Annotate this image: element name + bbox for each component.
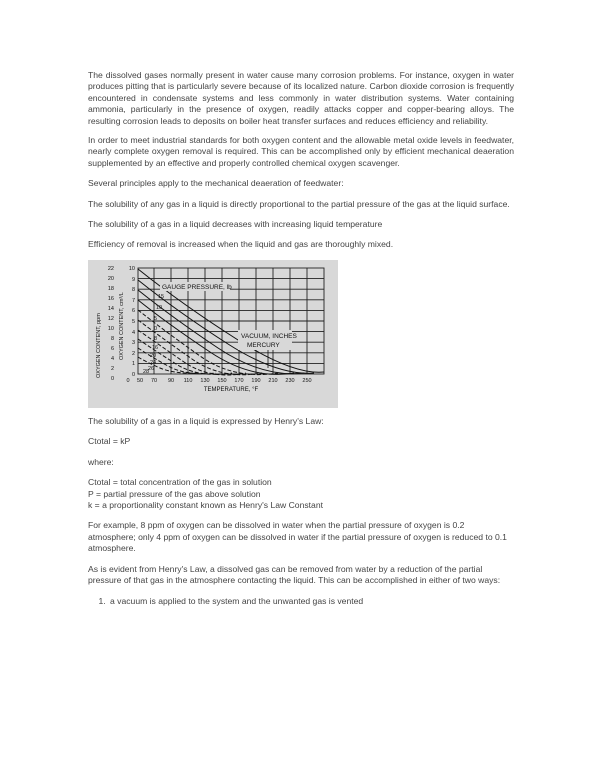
curve-label: 24 xyxy=(150,359,157,366)
y-tick-inner: 6 xyxy=(131,307,135,314)
y-tick-inner: 10 xyxy=(128,265,135,272)
x-axis-label: TEMPERATURE, °F xyxy=(203,386,259,393)
paragraph-removal: As is evident from Henry's Law, a dissolved gas can be removed from water by a reduction of the partial pressure of that gas in the atmosphere contacting the liquid. This can be accomplished in either of two ways: xyxy=(88,563,501,585)
curve-label: 20 xyxy=(150,352,157,359)
y-tick-left: 20 xyxy=(107,275,114,282)
curve-label: 15 xyxy=(158,293,165,300)
curve-label: 28 xyxy=(143,368,150,375)
y-tick-left: 2 xyxy=(110,365,114,372)
removal-methods-list xyxy=(88,596,514,607)
x-tick: 250 xyxy=(302,377,312,384)
y-tick-left: 14 xyxy=(107,305,114,312)
y-tick-left: 4 xyxy=(110,355,114,362)
x-tick: 90 xyxy=(167,377,175,384)
curve-label: 16 xyxy=(152,344,159,351)
curve-label: 26 xyxy=(148,365,155,372)
y-axis-label-ppm: OXYGEN CONTENT, ppm xyxy=(96,313,102,378)
x-tick: 110 xyxy=(183,377,193,384)
y-tick-inner: 7 xyxy=(131,297,135,304)
document-page xyxy=(88,70,514,608)
y-tick-inner: 4 xyxy=(131,329,135,336)
y-tick-left: 0 xyxy=(110,375,114,382)
y-tick-left: 22 xyxy=(107,265,114,272)
annotation-mercury: MERCURY xyxy=(247,341,280,349)
paragraph-standards: In order to meet industrial standards for both oxygen content and the allowable metal oxide levels in feedwater, nearly complete oxygen removal is required. This can be accomplished only by efficient mechanical deaeration supplemented by an effective and properly controlled chemical oxygen scavenger. xyxy=(88,135,514,168)
definition-k: k = a proportionality constant known as Henry's Law Constant xyxy=(88,499,323,510)
y-tick-inner: 1 xyxy=(131,360,135,367)
definition-ctotal: Ctotal = total concentration of the gas in solution xyxy=(88,477,272,488)
x-tick: 130 xyxy=(200,377,210,384)
y-tick-inner: 0 xyxy=(131,371,135,378)
y-tick-left: 10 xyxy=(107,325,114,332)
curve-label: 5 xyxy=(154,315,158,322)
y-tick-left: 6 xyxy=(110,345,114,352)
x-tick: 170 xyxy=(234,377,244,384)
x-tick: 50 xyxy=(136,377,144,384)
paragraph-mixing: Efficiency of removal is increased when the liquid and gas are thoroughly mixed. xyxy=(88,239,394,250)
curve-gauge-10 xyxy=(138,280,314,373)
list-item-text: a vacuum is applied to the system and the unwanted gas is vented xyxy=(110,596,364,607)
list-item xyxy=(108,596,514,607)
paragraph-solubility-temperature: The solubility of a gas in a liquid decreases with increasing liquid temperature xyxy=(88,219,383,230)
paragraph-principles: Several principles apply to the mechanical deaeration of feedwater: xyxy=(88,178,344,189)
x-tick: 190 xyxy=(251,377,261,384)
y-tick-inner: 9 xyxy=(131,276,135,283)
paragraph-corrosion: The dissolved gases normally present in water cause many corrosion problems. For instance, oxygen in water produces pitting that is particularly severe because of its localized nature. Carbon dioxide corrosion is frequently encountered in condensate systems and less commonly in water distribution systems. Water containing ammonia, particularly in the presence of oxygen, readily attacks copper and copper-bearing alloys. The resulting corrosion leads to deposits on boiler heat transfer surfaces and reduces efficiency and reliability. xyxy=(88,70,514,126)
x-tick: 150 xyxy=(217,377,227,384)
paragraph-solubility-pressure: The solubility of any gas in a liquid is directly proportional to the partial pressure of the gas at the liquid surface. xyxy=(88,198,510,209)
y-tick-inner: 5 xyxy=(131,318,135,325)
y-tick-inner: 3 xyxy=(131,339,135,346)
y-tick-left: 12 xyxy=(107,315,114,322)
x-tick: 70 xyxy=(150,377,158,384)
x-tick: 210 xyxy=(268,377,278,384)
curve-label: 8 xyxy=(154,335,158,342)
annotation-vacuum: VACUUM, INCHES xyxy=(241,332,297,340)
y-tick-inner: 2 xyxy=(131,350,135,357)
y-tick-left: 18 xyxy=(107,285,114,292)
definition-p: P = partial pressure of the gas above solution xyxy=(88,488,261,499)
oxygen-solubility-chart xyxy=(88,260,338,408)
y-tick-inner: 8 xyxy=(131,286,135,293)
paragraph-henrys-law: The solubility of a gas in a liquid is expressed by Henry's Law: xyxy=(88,415,324,426)
y-axis-label-cm3: OXYGEN CONTENT, cm³/L xyxy=(119,292,125,360)
where-label: where: xyxy=(88,456,114,467)
y-tick-left: 16 xyxy=(107,295,114,302)
annotation-gauge-pressure: GAUGE PRESSURE, lb xyxy=(162,283,232,291)
y-tick-left: 8 xyxy=(110,335,114,342)
curve-label: 0 xyxy=(154,325,158,332)
curve-label: 10 xyxy=(156,304,163,311)
x-tick: 0 xyxy=(126,377,130,384)
paragraph-example: For example, 8 ppm of oxygen can be dissolved in water when the partial pressure of oxygen is 0.2 atmosphere; only 4 ppm of oxygen can be dissolved in water if the partial pressure of oxygen is reduced to 0.1 atmosphere. xyxy=(88,520,507,554)
formula: Ctotal = kP xyxy=(88,436,131,447)
x-tick: 230 xyxy=(285,377,295,384)
